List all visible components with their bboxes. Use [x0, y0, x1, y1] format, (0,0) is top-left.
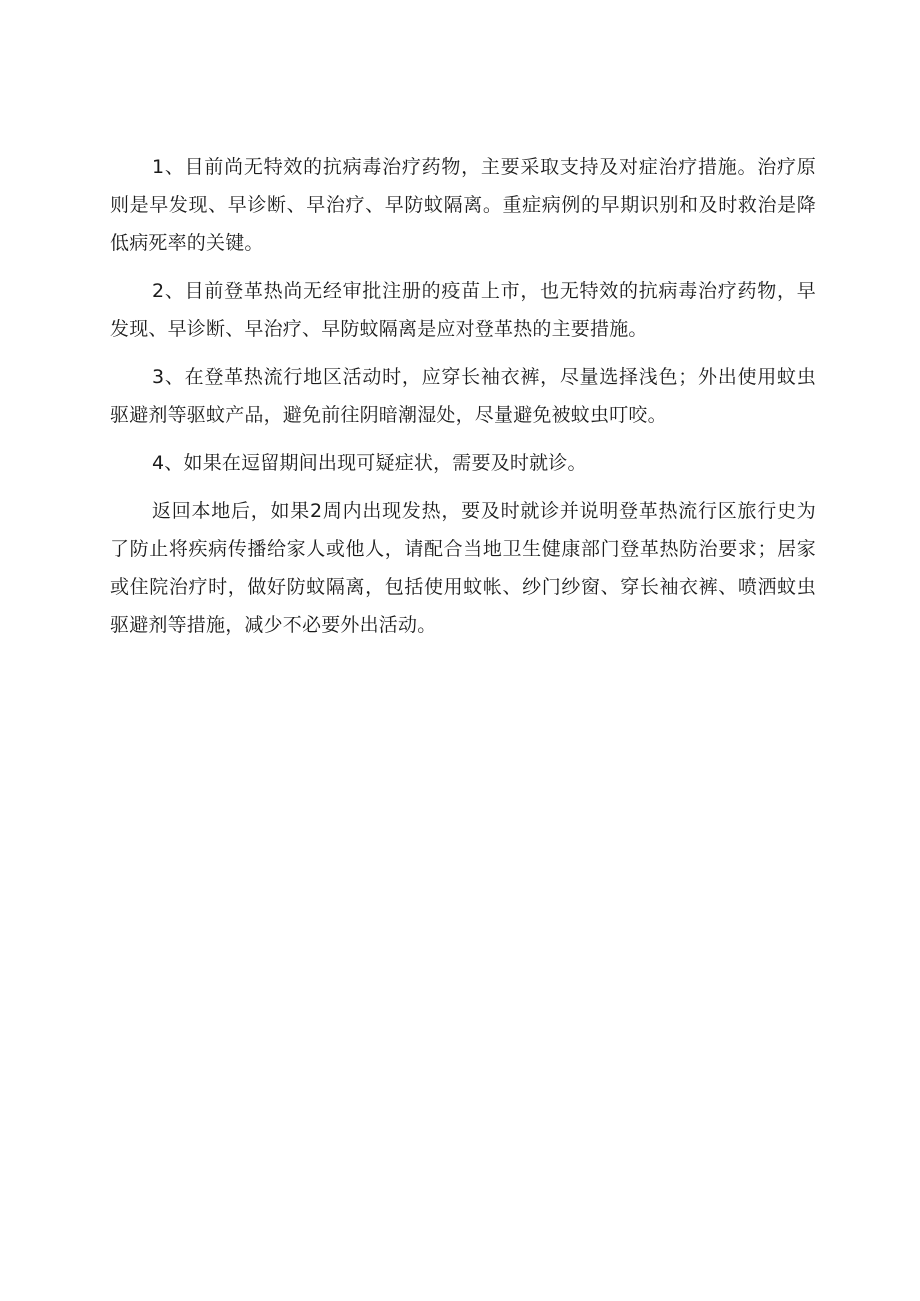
paragraph-vaccine: 2、目前登革热尚无经审批注册的疫苗上市，也无特效的抗病毒治疗药物，早发现、早诊断、早治疗、早防蚊隔离是应对登革热的主要措施。	[110, 280, 816, 340]
paragraph-symptoms: 4、如果在逗留期间出现可疑症状，需要及时就诊。	[152, 452, 587, 474]
paragraph-treatment: 1、目前尚无特效的抗病毒治疗药物，主要采取支持及对症治疗措施。治疗原则是早发现、早诊断、早治疗、早防蚊隔离。重症病例的早期识别和及时救治是降低病死率的关键。	[110, 156, 816, 254]
document-body	[110, 148, 816, 644]
paragraph-return-home: 返回本地后，如果2周内出现发热，要及时就诊并说明登革热流行区旅行史为了防止将疾病传播给家人或他人，请配合当地卫生健康部门登革热防治要求；居家或住院治疗时，做好防蚊隔离，包括使用蚊帐、纱门纱窗、穿长袖衣裤、喷洒蚊虫驱避剂等措施，减少不必要外出活动。	[110, 500, 816, 636]
paragraph-prevention: 3、在登革热流行地区活动时，应穿长袖衣裤，尽量选择浅色；外出使用蚊虫驱避剂等驱蚊产品，避免前往阴暗潮湿处，尽量避免被蚊虫叮咬。	[110, 366, 816, 426]
